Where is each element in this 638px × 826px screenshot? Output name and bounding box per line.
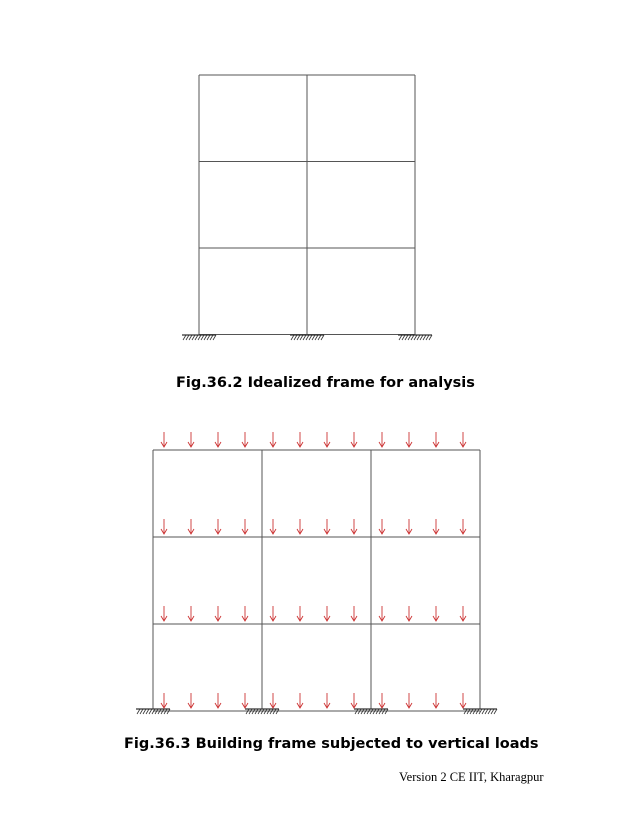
page-footer: Version 2 CE IIT, Kharagpur bbox=[399, 770, 544, 784]
figure-36-3-caption: Fig.36.3 Building frame subjected to vertical loads bbox=[124, 736, 539, 752]
fixed-support-3 bbox=[398, 335, 432, 340]
fixed-support-1 bbox=[182, 335, 216, 340]
fixed-support-2 bbox=[290, 335, 324, 340]
figure-36-2-caption: Fig.36.2 Idealized frame for analysis bbox=[176, 375, 475, 391]
